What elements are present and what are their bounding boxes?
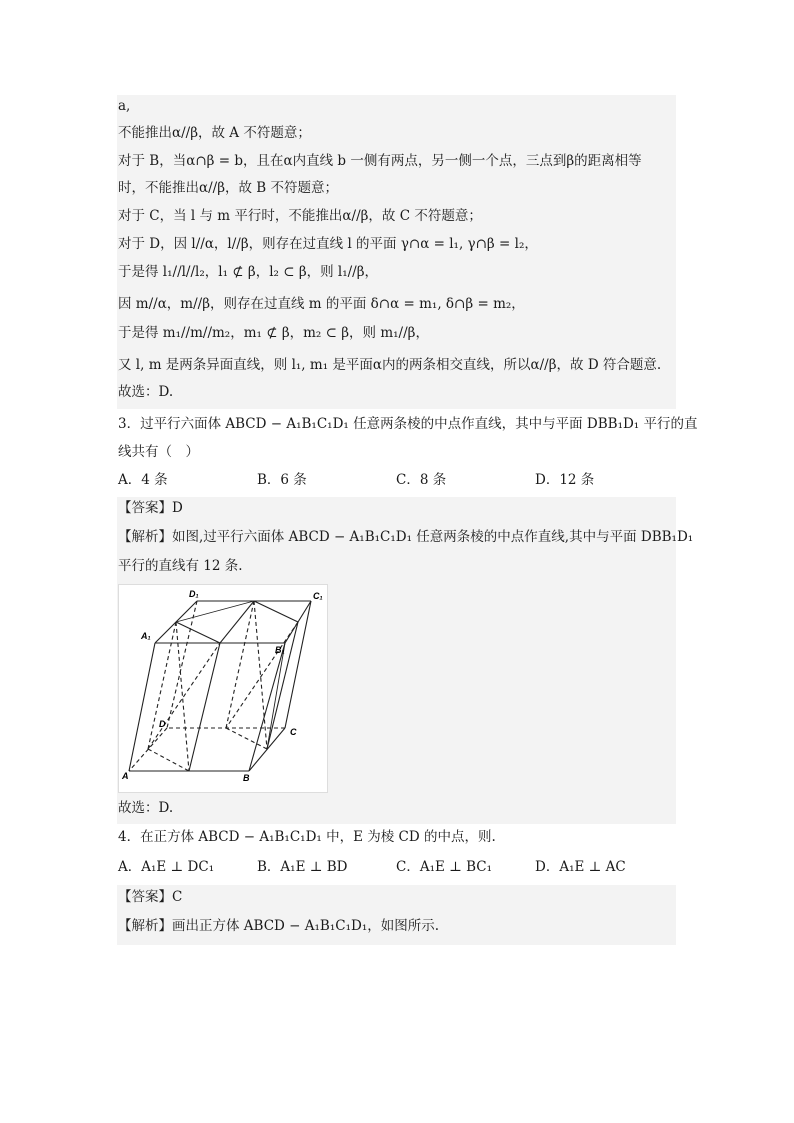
label-b: B	[243, 773, 250, 783]
label-d1: D₁	[189, 589, 199, 599]
text-line: 不能推出α//β，故 A 不符题意；	[118, 125, 311, 141]
text-line: 对于 B，当α∩β = b，且在α内直线 b 一侧有两点，另一侧一个点，三点到β的距离相等	[118, 153, 642, 169]
text-line: 故选：D.	[118, 384, 174, 400]
text-line: 因 m//α，m//β，则存在过直线 m 的平面 δ∩α = m₁, δ∩β = m₂，	[118, 296, 525, 312]
text-line: 对于 C，当 l 与 m 平行时，不能推出α//β，故 C 不符题意；	[118, 208, 482, 224]
q3-answer: 【答案】D	[118, 500, 183, 516]
q4-answer: 【答案】C	[118, 889, 183, 905]
q3-option-d: D．12 条	[535, 472, 595, 488]
q3-option-a: A．4 条	[118, 472, 168, 488]
q4-option-b: B．A₁E ⊥ BD	[257, 859, 348, 875]
label-c: C	[290, 727, 297, 737]
text-line: 对于 D，因 l//α，l//β，则存在过直线 l 的平面 γ∩α = l₁, γ∩β = l₂，	[118, 236, 538, 252]
q3-conclusion: 故选：D.	[118, 800, 174, 816]
label-a: A	[122, 771, 129, 781]
text-line: 又 l, m 是两条异面直线，则 l₁, m₁ 是平面α内的两条相交直线，所以α//β，故 D 符合题意.	[118, 357, 662, 373]
q3-option-c: C．8 条	[396, 472, 447, 488]
question-3-stem: 3．过平行六面体 ABCD − A₁B₁C₁D₁ 任意两条棱的中点作直线，其中与平面 DBB₁D₁ 平行的直	[118, 416, 698, 432]
label-a1: A₁	[141, 631, 151, 641]
q4-explanation: 【解析】画出正方体 ABCD − A₁B₁C₁D₁，如图所示.	[118, 918, 440, 934]
question-4-stem: 4．在正方体 ABCD − A₁B₁C₁D₁ 中，E 为棱 CD 的中点，则.	[118, 829, 496, 845]
question-3-stem-cont: 线共有（ ）	[118, 444, 199, 460]
q4-option-a: A．A₁E ⊥ DC₁	[118, 859, 215, 875]
q4-option-c: C．A₁E ⊥ BC₁	[396, 859, 493, 875]
q3-explanation-cont: 平行的直线有 12 条.	[118, 558, 243, 574]
text-line: 于是得 l₁//l//l₂，l₁ ⊄ β，l₂ ⊂ β，则 l₁//β，	[118, 264, 379, 280]
label-b1: B₁	[275, 645, 285, 655]
q3-option-b: B．6 条	[257, 472, 307, 488]
text-line: 于是得 m₁//m//m₂，m₁ ⊄ β，m₂ ⊂ β，则 m₁//β，	[118, 325, 429, 341]
parallelepiped-figure	[118, 584, 328, 793]
text-line: 时，不能推出α//β，故 B 不符题意；	[118, 180, 339, 196]
q3-explanation: 【解析】如图,过平行六面体 ABCD − A₁B₁C₁D₁ 任意两条棱的中点作直线,其中与平面 DBB₁D₁	[118, 529, 694, 545]
text-line: a,	[118, 98, 131, 114]
label-d: D	[159, 719, 166, 729]
q4-option-d: D．A₁E ⊥ AC	[535, 859, 626, 875]
label-c1: C₁	[313, 591, 323, 601]
